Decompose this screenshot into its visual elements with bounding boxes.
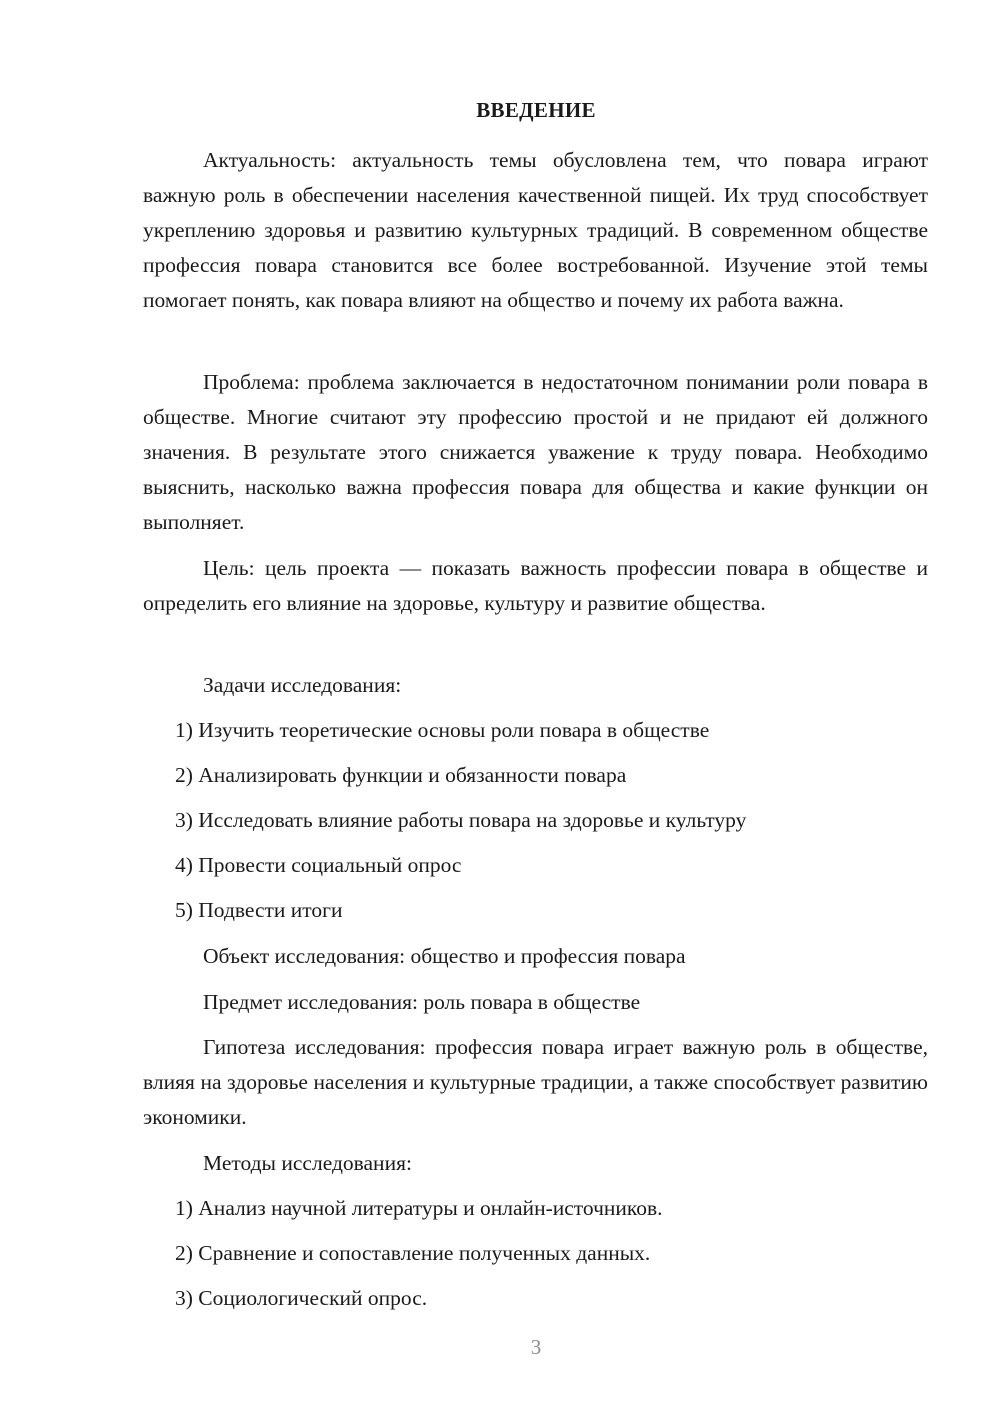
section-title: ВВЕДЕНИЕ — [476, 98, 596, 122]
methods-heading: Методы исследования: — [203, 1151, 412, 1175]
tasks-heading: Задачи исследования: — [203, 673, 402, 697]
method-item: 2) Сравнение и сопоставление полученных данных. — [175, 1241, 651, 1265]
task-item: 1) Изучить теоретические основы роли повара в обществе — [175, 718, 710, 742]
task-item: 2) Анализировать функции и обязанности повара — [175, 763, 627, 787]
goal-paragraph: Цель: цель проекта — показать важность профессии повара в обществе и определить его влияние на здоровье, культуру и развитие общества. — [143, 556, 928, 615]
relevance-paragraph: Актуальность: актуальность темы обусловлена тем, что повара играют важную роль в обеспечении населения качественной пищей. Их труд способствует укреплению здоровья и развитию культурных традиций. В современном обществе профессия повара становится все более востребованной. Изучение этой темы помогает понять, как повара влияют на общество и почему их работа важна. — [143, 148, 928, 312]
page-number: 3 — [530, 1335, 542, 1359]
research-object: Объект исследования: общество и профессия повара — [203, 944, 686, 968]
task-item: 5) Подвести итоги — [175, 898, 343, 922]
method-item: 3) Социологический опрос. — [175, 1286, 428, 1310]
research-subject: Предмет исследования: роль повара в обществе — [203, 990, 641, 1014]
task-item: 4) Провести социальный опрос — [175, 853, 462, 877]
hypothesis-paragraph: Гипотеза исследования: профессия повара играет важную роль в обществе, влияя на здоровье населения и культурные традиции, а также способствует развитию экономики. — [143, 1035, 928, 1129]
method-item: 1) Анализ научной литературы и онлайн-источников. — [175, 1196, 663, 1220]
problem-paragraph: Проблема: проблема заключается в недостаточном понимании роли повара в обществе. Многие считают эту профессию простой и не придают ей должного значения. В результате этого снижается уважение к труду повара. Необходимо выяснить, насколько важна профессия повара для общества и какие функции он выполняет. — [143, 370, 928, 534]
task-item: 3) Исследовать влияние работы повара на здоровье и культуру — [175, 808, 747, 832]
